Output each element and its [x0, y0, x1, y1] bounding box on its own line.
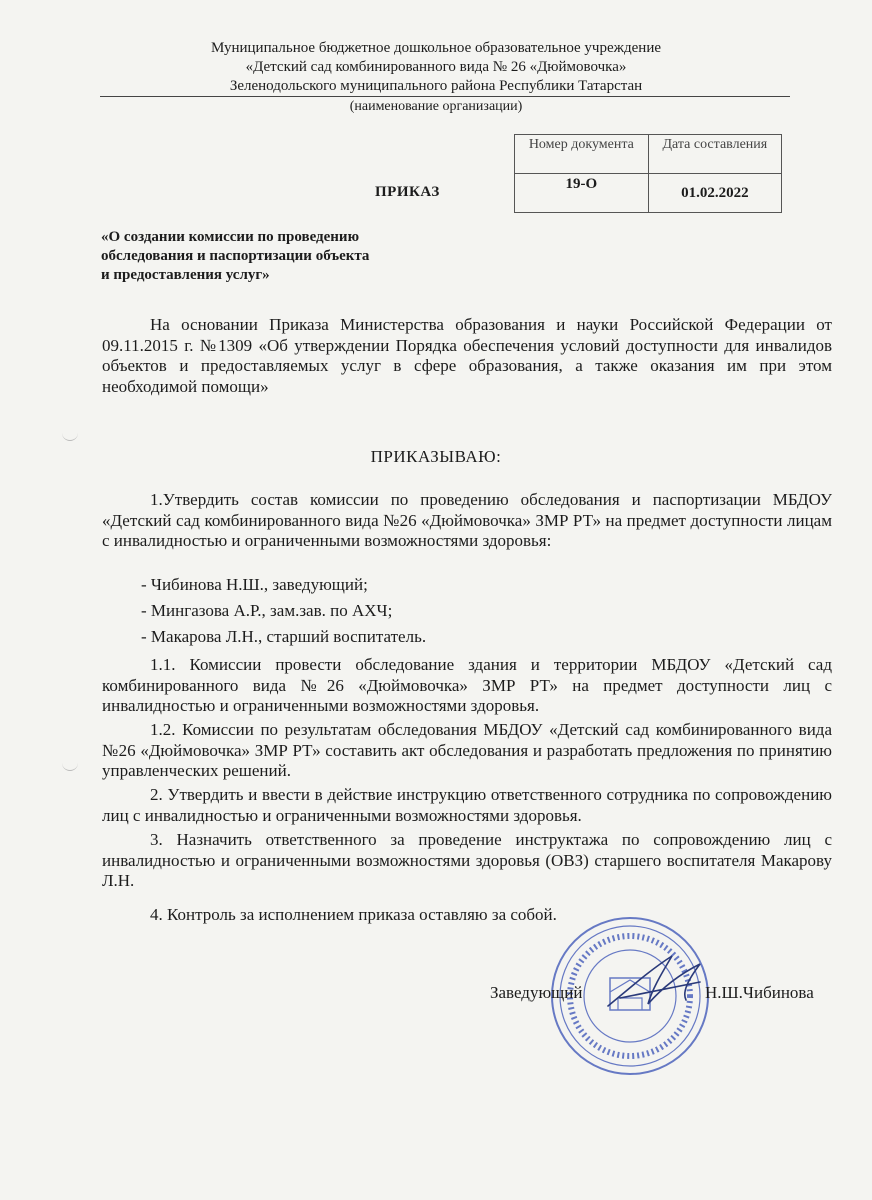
handwritten-signature [600, 948, 710, 1018]
item-4: 4. Контроль за исполнением приказа оставляю за собой. [150, 905, 557, 924]
binder-hole-mark [62, 760, 78, 771]
doc-meta-table [514, 134, 782, 213]
binder-hole-mark [62, 430, 78, 441]
preamble: На основании Приказа Министерства образования и науки Российской Федерации от 09.11.2015 г. №1309 «Об утверждении Порядка обеспечения условий доступности для инвалидов объектов и предоставляемых услуг в сфере образования, а также оказания им при этом необходимой помощи» [102, 315, 832, 396]
subject-line-2: обследования и паспортизации объекта [101, 248, 370, 264]
number-header: Номер документа [515, 135, 649, 174]
doc-subject [101, 228, 431, 285]
member-2: - Мингазова А.Р., зам.зав. по АХЧ; [141, 601, 393, 620]
member-3: - Макарова Л.Н., старший воспитатель. [141, 627, 427, 646]
item-1-1: 1.1. Комиссии провести обследование здания и территории МБДОУ «Детский сад комбинированного вида №26 «Дюймовочка» ЗМР РТ» на предмет доступности лиц с инвалидностью и ограниченными возможностями здоровья. [102, 655, 832, 715]
item-1: 1.Утвердить состав комиссии по проведению обследования и паспортизации МБДОУ «Детский сад комбинированного вида №26 «Дюймовочка» ЗМР РТ» на предмет доступности лицам с инвалидностью и ограниченными возможностями здоровья: [102, 490, 832, 550]
doc-date: 01.02.2022 [648, 174, 781, 213]
item-2: 2. Утвердить и ввести в действие инструкцию ответственного сотрудника по сопровождению лиц с инвалидностью и ограниченными возможностями здоровья. [102, 785, 832, 825]
org-line-3: Зеленодольского муниципального района Республики Татарстан [229, 78, 643, 94]
org-line-2: «Детский сад комбинированного вида № 26 «Дюймовочка» [245, 59, 627, 75]
signatory-name: Н.Ш.Чибинова [705, 983, 814, 1002]
member-1: - Чибинова Н.Ш., заведующий; [141, 575, 368, 594]
org-caption: (наименование организации) [349, 99, 523, 114]
item-3: 3. Назначить ответственного за проведение инструктажа по сопровождению лиц с инвалидностью и ограниченными возможностями здоровья (ОВЗ) старшего воспитателя Макарову Л.Н. [102, 830, 832, 890]
doc-number: 19-О [515, 174, 649, 213]
signatory-position: Заведующий [490, 983, 583, 1002]
date-header: Дата составления [648, 135, 781, 174]
subject-line-1: «О создании комиссии по проведению [101, 229, 360, 245]
subject-line-3: и предоставления услуг» [101, 267, 270, 283]
org-line-1: Муниципальное бюджетное дошкольное образовательное учреждение [211, 40, 661, 56]
item-1-2: 1.2. Комиссии по результатам обследования МБДОУ «Детский сад комбинированного вида №26 «Дюймовочка» ЗМР РТ» составить акт обследования и разработать предложения по принятию управленческих решений. [102, 720, 832, 780]
doc-title: ПРИКАЗ [375, 184, 440, 200]
order-word: ПРИКАЗЫВАЮ: [370, 447, 502, 466]
